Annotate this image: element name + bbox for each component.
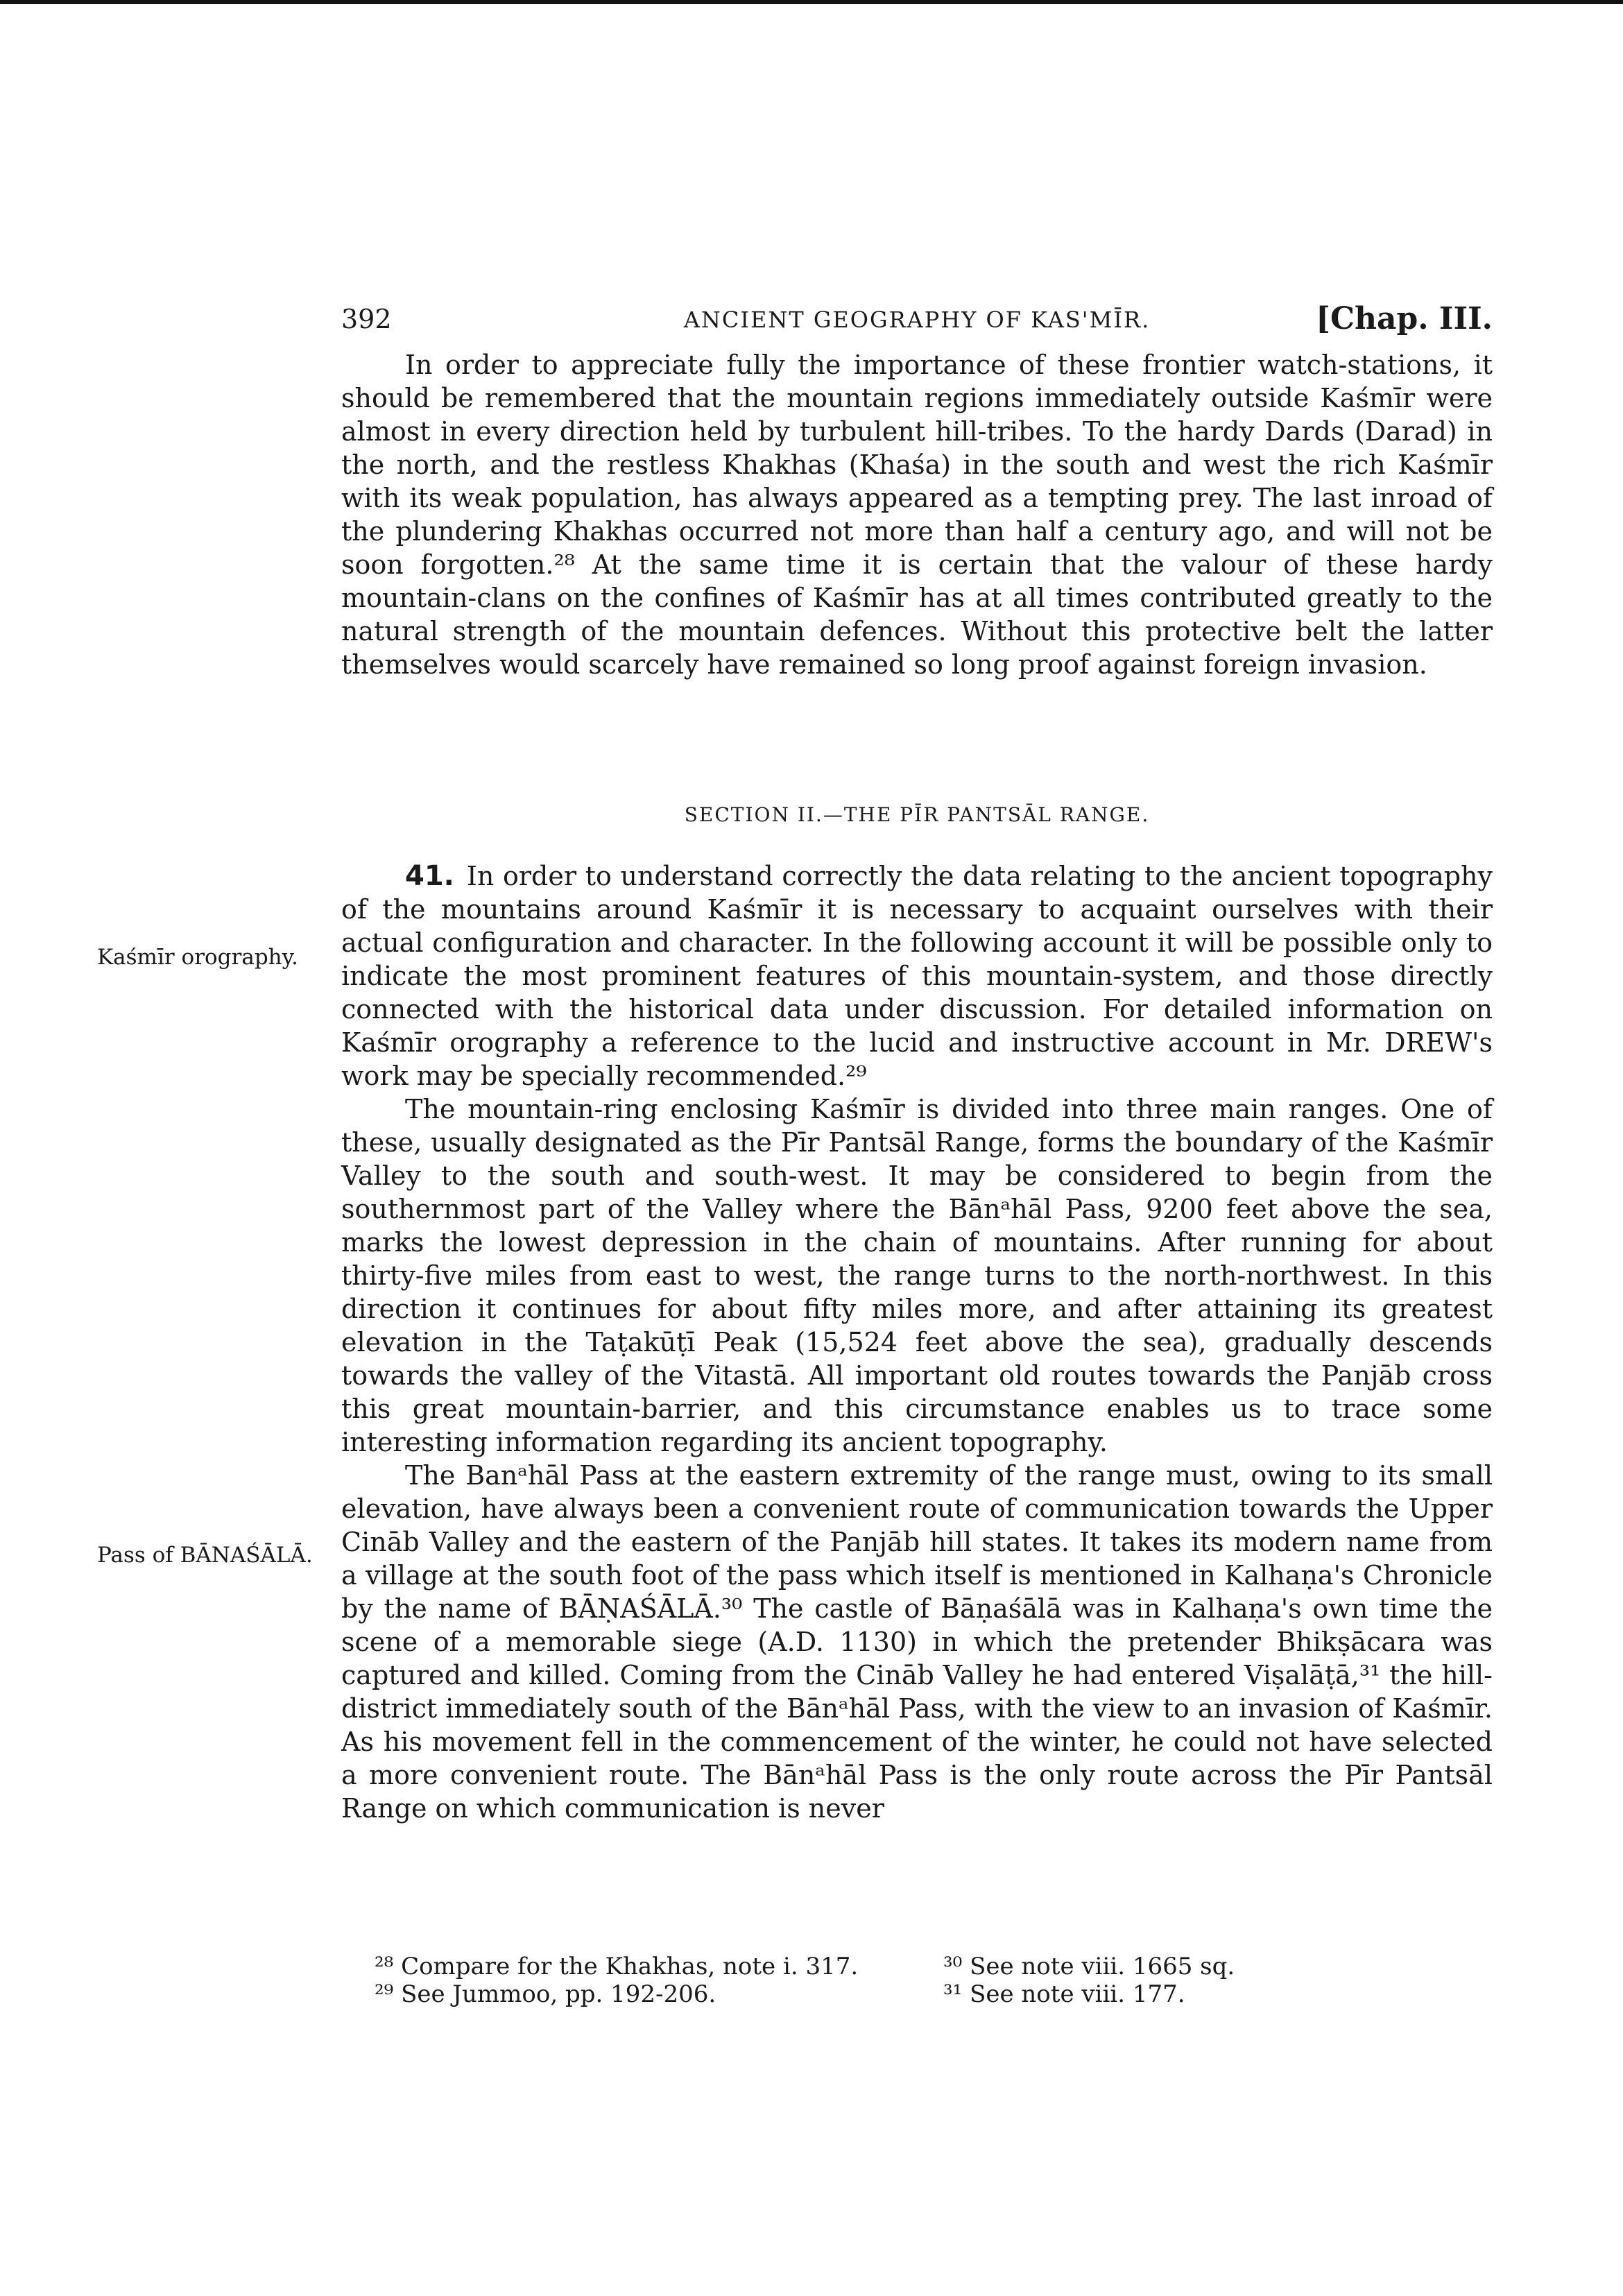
footnote-28: ²⁸ Compare for the Khakhas, note i. 317. (375, 1953, 859, 1980)
page-number: 392 (341, 304, 392, 334)
page-body (341, 301, 1493, 1825)
chapter-mark: [Chap. III. (1316, 301, 1493, 336)
footnote-29: ²⁹ See Jummoo, pp. 192-206. (375, 1980, 716, 2008)
top-border (0, 0, 1623, 4)
footnotes-left-column (375, 1953, 858, 2008)
paragraph-41 (341, 859, 1493, 1093)
margin-note-banasala: Pass of BĀNAŚĀLĀ. (97, 1543, 313, 1568)
paragraph-range: The mountain-ring enclosing Kaśmīr is divided into three main ranges. One of these, usually designated as the Pīr Pantsāl Range, forms the boundary of the Kaśmīr Valley to the south and south-west. It may be considered to begin from the southernmost part of the Valley where the Bānᵃhāl Pass, 9200 feet above the sea, marks the lowest depression in the chain of mountains. After running for about thirty-five miles from east to west, the range turns to the north-northwest. In this direction it continues for about fifty miles more, and after attaining its greatest elevation in the Taṭakūṭī Peak (15,524 feet above the sea), gradually descends towards the valley of the Vitastā. All important old routes towards the Panjāb cross this great mountain-barrier, and this circumstance enables us to trace some interesting information regarding its ancient topography. (341, 1094, 1493, 1457)
paragraph-banahal: The Banᵃhāl Pass at the eastern extremity of the range must, owing to its small elevation, have always been a convenient route of communication towards the Upper Cināb Valley and the eastern of the Panjāb hill states. It takes its modern name from a village at the south foot of the pass which itself is mentioned in Kalhaṇa's Chronicle by the name of BĀṆAŚĀLĀ.³⁰ The castle of Bāṇaśālā was in Kalhaṇa's own time the scene of a memorable siege (A.D. 1130) in which the pretender Bhikṣācara was captured and killed. Coming from the Cināb Valley he had entered Viṣalāṭā,³¹ the hill-district immediately south of the Bānᵃhāl Pass, with the view to an invasion of Kaśmīr. As his movement fell in the commencement of the winter, he could not have selected a more convenient route. The Bānᵃhāl Pass is the only route across the Pīr Pantsāl Range on which communication is never (341, 1460, 1493, 1824)
running-title: ANCIENT GEOGRAPHY OF KAS'MĪR. (683, 307, 1151, 333)
page-header (341, 301, 1493, 348)
intro-paragraph: In order to appreciate fully the importance of these frontier watch-stations, it should be remembered that the mountain regions immediately outside Kaśmīr were almost in every direction held by turbulent hill-tribes. To the hardy Dards (Darad) in the north, and the restless Khakhas (Khaśa) in the south and west the rich Kaśmīr with its weak population, has always appeared as a tempting prey. The last inroad of the plundering Khakhas occurred not more than half a century ago, and will not be soon forgotten.²⁸ At the same time it is certain that the valour of these hardy mountain-clans on the confines of Kaśmīr has at all times contributed greatly to the natural strength of the mountain defences. Without this protective belt the latter themselves would scarcely have remained so long proof against foreign invasion. (341, 350, 1493, 680)
margin-note-orography: Kaśmīr orography. (97, 945, 298, 970)
footnote-31: ³¹ See note viii. 177. (943, 1980, 1185, 2008)
footnotes-right-column (943, 1953, 1235, 2008)
paragraph-41-text: In order to understand correctly the data relating to the ancient topography of the mountains around Kaśmīr it is necessary to acquaint ourselves with their actual configuration and character. In the following account it will be possible only to indicate the most prominent features of this mountain-system, and those directly connected with the historical data under discussion. For detailed information on Kaśmīr orography a reference to the lucid and instructive account in Mr. DREW's work may be specially recommended.²⁹ (341, 861, 1493, 1091)
section-title: SECTION II.—THE PĪR PANTSĀL RANGE. (684, 803, 1150, 826)
paragraph-number: 41. (405, 860, 454, 892)
footnote-30: ³⁰ See note viii. 1665 sq. (943, 1953, 1235, 1980)
